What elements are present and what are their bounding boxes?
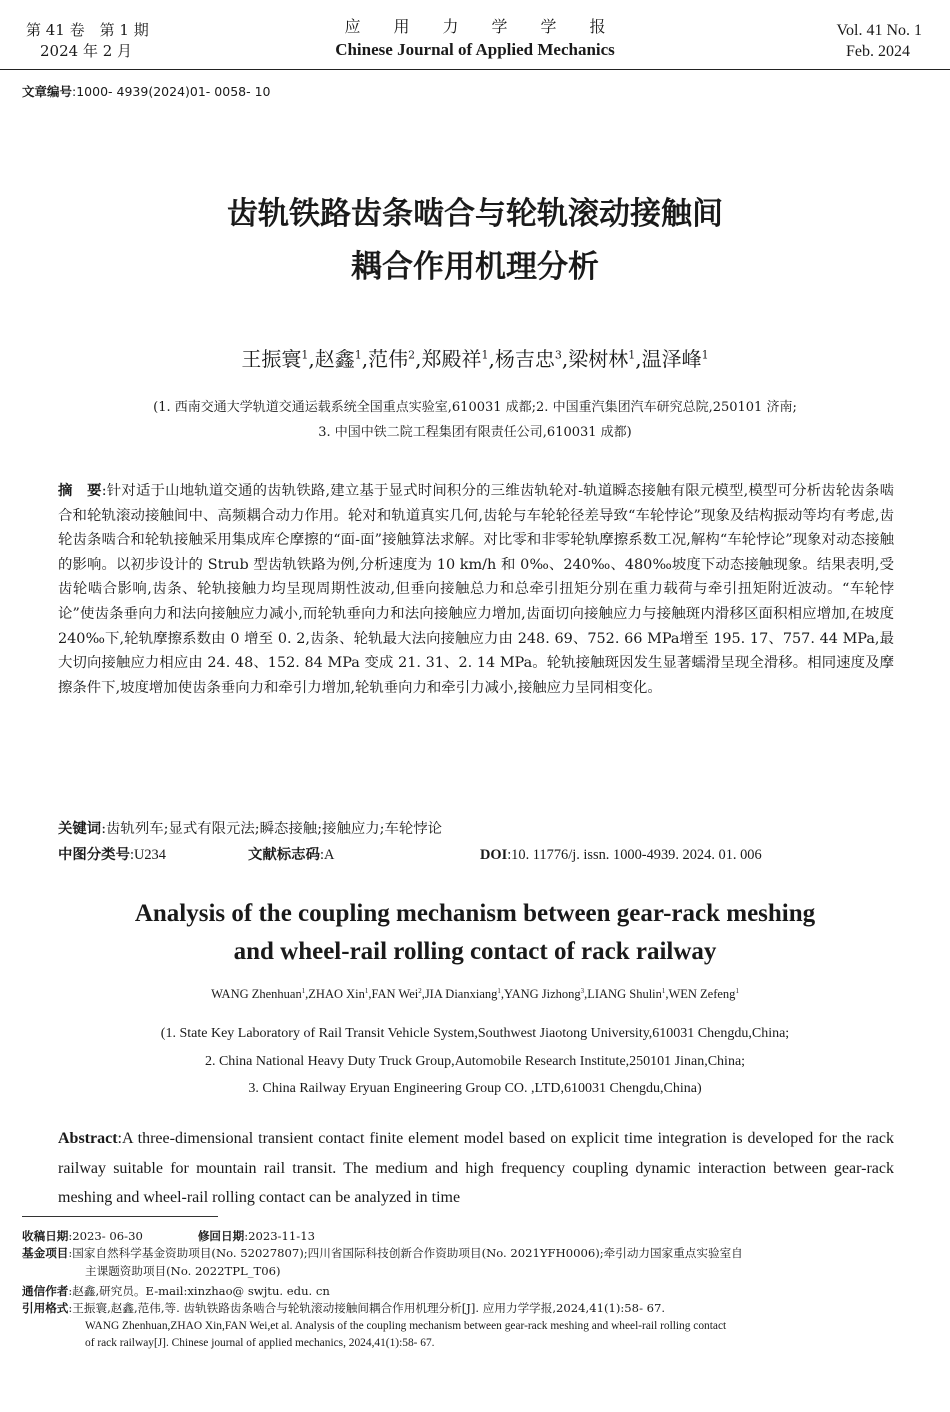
corresponding-value: :赵鑫,研究员。E-mail:xinzhao@ swjtu. edu. cn — [68, 1284, 330, 1298]
received-dates — [22, 1228, 932, 1246]
keywords-cn — [58, 817, 442, 838]
header-volume-cn — [26, 20, 226, 62]
author-cn: 梁树林$^1$ — [568, 347, 636, 371]
abstract-cn-text: :针对适于山地轨道交通的齿轨铁路,建立基于显式时间积分的三维齿轨轮对-轨道瞬态接触有限元模型,模型可分析齿轮齿条啮合和轮轨滚动接触间中、高频耦合动力作用。轮对和轨道真实几何,齿轮与车轮轮径差导致“车轮悖论”现象及结构振动等均有考虑,齿轮齿条啮合和轮轨接触采用集成库仑摩擦的“面-面”接触算法求解。对比零和非零轮轨摩擦系数工况,解构“车轮悖论”现象对动态接触的影响。以初步设计的 Strub 型齿轨铁路为例,分析速度为 10 km/h 和 0‰、240‰、480‰坡度下动态接触现象。结果表明,受齿轮啮合影响,齿条、轮轨接触力均呈现周期性波动,但垂向接触总力和总牵引扭矩分别在重力载荷与牵引扭矩附近波动。“车轮悖论”使齿条垂向力和法向接触应力减小,而轮轨垂向力和法向接触应力增加,齿面切向接触应力与接触斑内滑移区面积相应增加,在坡度 240‰下,轮轨摩擦系数由 0 增至 0. 2,齿条、轮轨最大法向接触应力由 248. 69、752. 66 MPa增至 195. 17、757. 44 MPa,最大切向接触应力相应由 24. 48、152. 84 MPa 变成 21. 31、2. 14 MPa。轮轨接触斑因发生显著蠕滑呈现全滑移。相同速度及摩擦条件下,坡度增加使齿条垂向力和牵引力增加,轮轨垂向力和牵引力减小,接触应力呈同相变化。 — [58, 483, 894, 696]
doi-value: :10. 11776/j. issn. 1000-4939. 2024. 01. 006 — [507, 847, 762, 863]
clc-value: :U234 — [129, 847, 166, 863]
authors-cn: 王振寰$^1$,赵鑫$^1$,范伟$^2$,郑殿祥$^1$,杨吉忠$^3$,梁树林$^1$,温泽峰$^1$ — [241, 347, 709, 371]
abstract-cn-label: 摘 要 — [58, 483, 102, 499]
author-en: YANG Jizhong$^3$ — [503, 987, 585, 1001]
author-cn: 赵鑫$^1$ — [314, 347, 362, 371]
title-cn-line1: 齿轨铁路齿条啮合与轮轨滚动接触间 — [227, 196, 723, 232]
citation-en-line2: of rack railway[J]. Chinese journal of applied mechanics, 2024,41(1):58- 67. — [85, 1337, 435, 1349]
title-en-line1: Analysis of the coupling mechanism between gear-rack meshing — [134, 900, 816, 927]
article-number — [22, 82, 271, 100]
citation-en-line1: WANG Zhenhuan,ZHAO Xin,FAN Wei,et al. Analysis of the coupling mechanism between gear-rack meshing and wheel-rail rolling contact — [85, 1319, 727, 1332]
corresponding-author — [22, 1283, 932, 1301]
revised-label: 修回日期 — [197, 1229, 245, 1243]
journal-name-en: Chinese Journal of Applied Mechanics — [335, 40, 615, 59]
fund-line2: 主课题资助项目(No. 2022TPL_T06) — [85, 1263, 281, 1278]
doc-code-value: :A — [319, 847, 335, 863]
header-volume-en — [762, 20, 922, 62]
author-en: WANG Zhenhuan$^1$ — [211, 987, 306, 1001]
author-en: ZHAO Xin$^1$ — [308, 987, 369, 1001]
affiliation-en-line2: 2. China National Heavy Duty Truck Group,Automobile Research Institute,250101 Jinan,China; — [204, 1053, 746, 1069]
affiliation-en-line3: 3. China Railway Eryuan Engineering Group CO. ,LTD,610031 Chengdu,China) — [248, 1081, 702, 1096]
authors-en: WANG Zhenhuan$^1$,ZHAO Xin$^1$,FAN Wei$^2$,JIA Dianxiang$^1$,YANG Jizhong$^3$,LIANG Shulin$^1$,WEN Zefeng$^1$ — [211, 987, 739, 1001]
citation-cn: :王振寰,赵鑫,范伟,等. 齿轨铁路齿条啮合与轮轨滚动接触间耦合作用机理分析[J]. 应用力学学报,2024,41(1):58- 67. — [68, 1301, 666, 1315]
date-cn: 2024 年 2 月 — [40, 42, 133, 60]
author-en: LIANG Shulin$^1$ — [587, 987, 666, 1001]
footnote-rule — [22, 1216, 218, 1217]
article-number-label: 文章编号 — [22, 84, 73, 99]
classification-line — [58, 843, 894, 864]
header-journal — [275, 16, 675, 62]
header-rule — [0, 69, 950, 70]
title-en — [40, 895, 910, 971]
revised-value: :2023-11-13 — [244, 1229, 315, 1243]
volume-issue-en: Vol. 41 No. 1 — [836, 22, 922, 39]
abstract-cn — [58, 479, 894, 700]
fund-label: 基金项目 — [22, 1246, 69, 1260]
received-label: 收稿日期 — [22, 1229, 69, 1243]
date-en: Feb. 2024 — [846, 43, 910, 60]
affiliations-cn — [40, 395, 910, 445]
doc-code-label: 文献标志码 — [248, 847, 320, 863]
volume-issue-cn: 第 41 卷 第 1 期 — [26, 21, 149, 39]
citation-format — [22, 1300, 932, 1353]
keywords-text: :齿轨列车;显式有限元法;瞬态接触;接触应力;车轮悖论 — [101, 821, 443, 837]
author-en: FAN Wei$^2$ — [371, 987, 422, 1001]
clc-label: 中图分类号 — [58, 847, 130, 863]
corresponding-label: 通信作者 — [22, 1284, 69, 1298]
affiliations-en — [40, 1020, 910, 1103]
author-en: WEN Zefeng$^1$ — [668, 987, 739, 1001]
article-number-value: :1000- 4939(2024)01- 0058- 10 — [72, 84, 271, 99]
doi-label: DOI — [480, 847, 508, 863]
abstract-en — [58, 1124, 894, 1213]
abstract-en-label: Abstract — [58, 1130, 118, 1147]
author-cn: 郑殿祥$^1$ — [421, 347, 489, 371]
abstract-en-text: :A three-dimensional transient contact finite element model based on explicit time integration is developed for the rack railway suitable for mountain rail transit. The medium and high frequency coupling dynamic interaction between gear-rack meshing and wheel-rail rolling contact can be analyzed in time — [58, 1130, 894, 1206]
fund-info — [22, 1245, 932, 1280]
citation-label: 引用格式 — [22, 1301, 69, 1315]
author-cn: 范伟$^2$ — [368, 347, 416, 371]
author-cn: 王振寰$^1$ — [241, 347, 309, 371]
author-cn: 杨吉忠$^3$ — [494, 347, 562, 371]
received-value: :2023- 06-30 — [68, 1229, 143, 1243]
keywords-label: 关键词 — [58, 821, 102, 837]
affiliation-en-line1: (1. State Key Laboratory of Rail Transit Vehicle System,Southwest Jiaotong University,610031 Chengdu,China; — [160, 1026, 790, 1041]
author-en: JIA Dianxiang$^1$ — [424, 987, 501, 1001]
author-cn: 温泽峰$^1$ — [641, 347, 709, 371]
fund-line1: :国家自然科学基金资助项目(No. 52027807);四川省国际科技创新合作资助项目(No. 2021YFH0006);牵引动力国家重点实验室自 — [68, 1246, 743, 1260]
title-en-line2: and wheel-rail rolling contact of rack railway — [233, 938, 717, 965]
title-cn-line2: 耦合作用机理分析 — [351, 249, 599, 285]
affiliation-cn-line2: 3. 中国中铁二院工程集团有限责任公司,610031 成都) — [318, 425, 632, 440]
affiliation-cn-line1: (1. 西南交通大学轨道交通运载系统全国重点实验室,610031 成都;2. 中国重汽集团汽车研究总院,250101 济南; — [153, 400, 797, 415]
journal-name-cn: 应用力学学报 — [344, 17, 639, 36]
title-cn — [60, 188, 890, 294]
